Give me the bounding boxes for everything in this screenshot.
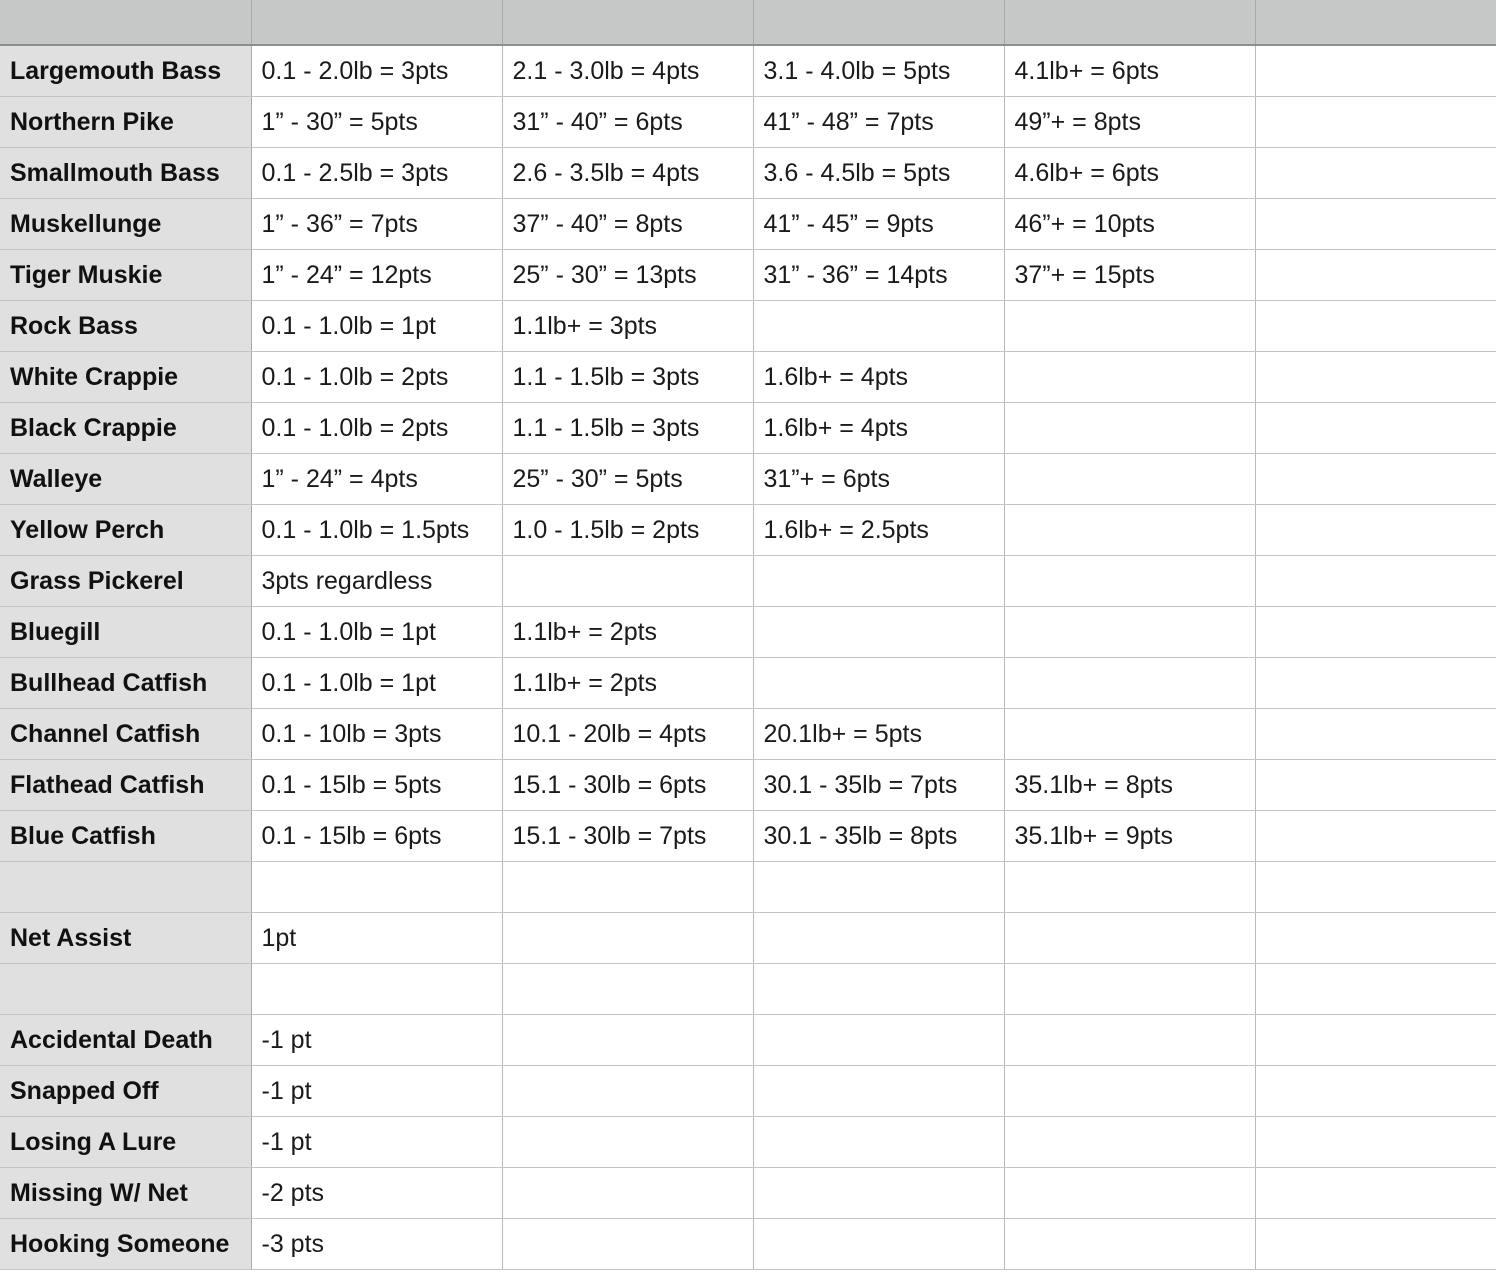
row-label-cell[interactable]: Black Crappie bbox=[0, 403, 251, 454]
table-cell[interactable]: 0.1 - 15lb = 5pts bbox=[251, 760, 502, 811]
row-label-cell[interactable]: Tiger Muskie bbox=[0, 250, 251, 301]
table-cell[interactable]: 35.1lb+ = 9pts bbox=[1004, 811, 1255, 862]
table-row bbox=[0, 556, 1496, 607]
column-header[interactable] bbox=[1004, 0, 1255, 45]
table-cell[interactable]: 37”+ = 15pts bbox=[1004, 250, 1255, 301]
table-cell[interactable]: 4.1lb+ = 6pts bbox=[1004, 45, 1255, 97]
table-cell[interactable]: 3.1 - 4.0lb = 5pts bbox=[753, 45, 1004, 97]
table-cell[interactable] bbox=[502, 1219, 753, 1270]
table-cell[interactable]: 31” - 40” = 6pts bbox=[502, 97, 753, 148]
table-cell[interactable]: 3pts regardless bbox=[251, 556, 502, 607]
table-cell[interactable] bbox=[251, 862, 502, 913]
table-row bbox=[0, 1168, 1496, 1219]
table-cell[interactable] bbox=[502, 964, 753, 1015]
table-cell[interactable]: -3 pts bbox=[251, 1219, 502, 1270]
row-label-cell[interactable]: Blue Catfish bbox=[0, 811, 251, 862]
table-cell[interactable]: 0.1 - 1.0lb = 1pt bbox=[251, 301, 502, 352]
column-header[interactable] bbox=[1255, 0, 1496, 45]
table-cell[interactable]: 0.1 - 15lb = 6pts bbox=[251, 811, 502, 862]
table-row bbox=[0, 658, 1496, 709]
table-cell[interactable] bbox=[502, 862, 753, 913]
table-row bbox=[0, 862, 1496, 913]
table-row bbox=[0, 1219, 1496, 1270]
table-cell[interactable] bbox=[1255, 250, 1496, 301]
row-label-cell[interactable]: Muskellunge bbox=[0, 199, 251, 250]
table-cell[interactable] bbox=[1255, 301, 1496, 352]
table-cell[interactable]: 1” - 24” = 4pts bbox=[251, 454, 502, 505]
table-cell[interactable]: 1.6lb+ = 2.5pts bbox=[753, 505, 1004, 556]
table-cell[interactable]: 41” - 48” = 7pts bbox=[753, 97, 1004, 148]
table-cell[interactable] bbox=[502, 1117, 753, 1168]
table-cell[interactable]: 0.1 - 1.0lb = 2pts bbox=[251, 352, 502, 403]
table-cell[interactable] bbox=[1255, 148, 1496, 199]
row-label-cell[interactable]: Grass Pickerel bbox=[0, 556, 251, 607]
table-cell[interactable] bbox=[1255, 1219, 1496, 1270]
table-cell[interactable] bbox=[1255, 1168, 1496, 1219]
table-cell[interactable] bbox=[1255, 811, 1496, 862]
row-label-cell[interactable]: Smallmouth Bass bbox=[0, 148, 251, 199]
table-row bbox=[0, 505, 1496, 556]
table-cell[interactable] bbox=[1004, 607, 1255, 658]
table-cell[interactable] bbox=[502, 1066, 753, 1117]
table-cell[interactable] bbox=[1255, 709, 1496, 760]
table-row bbox=[0, 403, 1496, 454]
table-cell[interactable] bbox=[502, 1015, 753, 1066]
table-cell[interactable]: 0.1 - 2.0lb = 3pts bbox=[251, 45, 502, 97]
table-cell[interactable] bbox=[753, 964, 1004, 1015]
table-cell[interactable]: 0.1 - 1.0lb = 2pts bbox=[251, 403, 502, 454]
table-row bbox=[0, 301, 1496, 352]
column-header[interactable] bbox=[502, 0, 753, 45]
row-label-cell[interactable]: Rock Bass bbox=[0, 301, 251, 352]
table-cell[interactable]: -1 pt bbox=[251, 1066, 502, 1117]
table-cell[interactable]: 25” - 30” = 13pts bbox=[502, 250, 753, 301]
row-label-cell[interactable]: Walleye bbox=[0, 454, 251, 505]
table-cell[interactable] bbox=[1004, 1066, 1255, 1117]
table-cell[interactable]: 46”+ = 10pts bbox=[1004, 199, 1255, 250]
table-cell[interactable]: 0.1 - 2.5lb = 3pts bbox=[251, 148, 502, 199]
table-cell[interactable] bbox=[1255, 1015, 1496, 1066]
row-label-cell[interactable]: White Crappie bbox=[0, 352, 251, 403]
row-label-cell[interactable] bbox=[0, 964, 251, 1015]
table-cell[interactable] bbox=[1004, 352, 1255, 403]
table-row bbox=[0, 913, 1496, 964]
table-cell[interactable] bbox=[1255, 556, 1496, 607]
table-cell[interactable] bbox=[753, 1168, 1004, 1219]
table-cell[interactable] bbox=[1004, 709, 1255, 760]
table-cell[interactable] bbox=[502, 1168, 753, 1219]
table-row bbox=[0, 760, 1496, 811]
table-row bbox=[0, 97, 1496, 148]
table-cell[interactable] bbox=[1004, 964, 1255, 1015]
table-cell[interactable]: 35.1lb+ = 8pts bbox=[1004, 760, 1255, 811]
table-cell[interactable]: 30.1 - 35lb = 7pts bbox=[753, 760, 1004, 811]
table-cell[interactable] bbox=[1255, 454, 1496, 505]
table-cell[interactable] bbox=[1255, 403, 1496, 454]
table-cell[interactable]: 0.1 - 1.0lb = 1pt bbox=[251, 658, 502, 709]
table-cell[interactable] bbox=[753, 607, 1004, 658]
table-cell[interactable] bbox=[1255, 658, 1496, 709]
table-cell[interactable] bbox=[502, 556, 753, 607]
row-label-cell[interactable]: Bullhead Catfish bbox=[0, 658, 251, 709]
table-cell[interactable] bbox=[502, 913, 753, 964]
table-cell[interactable] bbox=[753, 658, 1004, 709]
table-cell[interactable]: 15.1 - 30lb = 6pts bbox=[502, 760, 753, 811]
table-cell[interactable] bbox=[1255, 1066, 1496, 1117]
row-label-cell[interactable]: Net Assist bbox=[0, 913, 251, 964]
table-row bbox=[0, 148, 1496, 199]
table-cell[interactable] bbox=[251, 964, 502, 1015]
row-label-cell[interactable]: Northern Pike bbox=[0, 97, 251, 148]
row-label-cell[interactable]: Losing A Lure bbox=[0, 1117, 251, 1168]
table-cell[interactable] bbox=[1004, 556, 1255, 607]
table-cell[interactable] bbox=[1004, 1168, 1255, 1219]
table-cell[interactable]: -1 pt bbox=[251, 1015, 502, 1066]
row-label-cell[interactable]: Accidental Death bbox=[0, 1015, 251, 1066]
table-row bbox=[0, 250, 1496, 301]
table-cell[interactable]: 1.0 - 1.5lb = 2pts bbox=[502, 505, 753, 556]
table-row bbox=[0, 45, 1496, 97]
table-cell[interactable]: 10.1 - 20lb = 4pts bbox=[502, 709, 753, 760]
row-label-cell[interactable]: Snapped Off bbox=[0, 1066, 251, 1117]
table-cell[interactable]: 1pt bbox=[251, 913, 502, 964]
table-cell[interactable]: 1.1lb+ = 2pts bbox=[502, 607, 753, 658]
table-cell[interactable]: 15.1 - 30lb = 7pts bbox=[502, 811, 753, 862]
table-cell[interactable]: 0.1 - 1.0lb = 1pt bbox=[251, 607, 502, 658]
table-cell[interactable]: 49”+ = 8pts bbox=[1004, 97, 1255, 148]
table-cell[interactable]: 31” - 36” = 14pts bbox=[753, 250, 1004, 301]
table-cell[interactable] bbox=[753, 556, 1004, 607]
table-cell[interactable] bbox=[1004, 301, 1255, 352]
table-cell[interactable] bbox=[753, 1066, 1004, 1117]
table-cell[interactable] bbox=[1004, 1015, 1255, 1066]
table-cell[interactable] bbox=[1255, 607, 1496, 658]
row-label-cell[interactable]: Hooking Someone bbox=[0, 1219, 251, 1270]
table-cell[interactable]: 1.1 - 1.5lb = 3pts bbox=[502, 352, 753, 403]
table-cell[interactable] bbox=[1255, 97, 1496, 148]
table-body bbox=[0, 45, 1496, 1270]
table-row bbox=[0, 607, 1496, 658]
table-cell[interactable] bbox=[1255, 913, 1496, 964]
table-cell[interactable] bbox=[1004, 913, 1255, 964]
table-cell[interactable]: 0.1 - 1.0lb = 1.5pts bbox=[251, 505, 502, 556]
table-cell[interactable] bbox=[1004, 454, 1255, 505]
table-row bbox=[0, 454, 1496, 505]
table-cell[interactable] bbox=[753, 862, 1004, 913]
column-header[interactable] bbox=[753, 0, 1004, 45]
table-cell[interactable]: 25” - 30” = 5pts bbox=[502, 454, 753, 505]
table-cell[interactable] bbox=[1255, 199, 1496, 250]
table-row bbox=[0, 199, 1496, 250]
table-row bbox=[0, 709, 1496, 760]
table-cell[interactable]: 0.1 - 10lb = 3pts bbox=[251, 709, 502, 760]
table-cell[interactable] bbox=[1255, 352, 1496, 403]
row-label-cell[interactable] bbox=[0, 862, 251, 913]
table-cell[interactable] bbox=[753, 1219, 1004, 1270]
table-cell[interactable]: 1.1lb+ = 3pts bbox=[502, 301, 753, 352]
table-cell[interactable]: 2.1 - 3.0lb = 4pts bbox=[502, 45, 753, 97]
column-header[interactable] bbox=[0, 0, 251, 45]
table-cell[interactable]: 1” - 24” = 12pts bbox=[251, 250, 502, 301]
table-cell[interactable] bbox=[1255, 964, 1496, 1015]
header-row bbox=[0, 0, 1496, 45]
table-cell[interactable]: -1 pt bbox=[251, 1117, 502, 1168]
row-label-cell[interactable]: Flathead Catfish bbox=[0, 760, 251, 811]
table-cell[interactable]: 2.6 - 3.5lb = 4pts bbox=[502, 148, 753, 199]
table-cell[interactable]: 20.1lb+ = 5pts bbox=[753, 709, 1004, 760]
table-cell[interactable]: 3.6 - 4.5lb = 5pts bbox=[753, 148, 1004, 199]
row-label-cell[interactable]: Channel Catfish bbox=[0, 709, 251, 760]
table-cell[interactable] bbox=[753, 1117, 1004, 1168]
table-cell[interactable]: 1” - 36” = 7pts bbox=[251, 199, 502, 250]
table-cell[interactable]: 1” - 30” = 5pts bbox=[251, 97, 502, 148]
row-label-cell[interactable]: Missing W/ Net bbox=[0, 1168, 251, 1219]
table-cell[interactable] bbox=[1255, 760, 1496, 811]
table-row bbox=[0, 811, 1496, 862]
table-cell[interactable]: 1.1 - 1.5lb = 3pts bbox=[502, 403, 753, 454]
row-label-cell[interactable]: Yellow Perch bbox=[0, 505, 251, 556]
table-cell[interactable] bbox=[1255, 505, 1496, 556]
table-cell[interactable]: 1.6lb+ = 4pts bbox=[753, 352, 1004, 403]
table-row bbox=[0, 1117, 1496, 1168]
row-label-cell[interactable]: Largemouth Bass bbox=[0, 45, 251, 97]
table-cell[interactable]: 1.6lb+ = 4pts bbox=[753, 403, 1004, 454]
table-cell[interactable]: 30.1 - 35lb = 8pts bbox=[753, 811, 1004, 862]
table-cell[interactable]: -2 pts bbox=[251, 1168, 502, 1219]
table-cell[interactable] bbox=[753, 913, 1004, 964]
column-header[interactable] bbox=[251, 0, 502, 45]
table-row bbox=[0, 1066, 1496, 1117]
table-row bbox=[0, 1015, 1496, 1066]
row-label-cell[interactable]: Bluegill bbox=[0, 607, 251, 658]
table-cell[interactable] bbox=[1004, 1117, 1255, 1168]
table-cell[interactable] bbox=[753, 301, 1004, 352]
table-cell[interactable]: 37” - 40” = 8pts bbox=[502, 199, 753, 250]
table-cell[interactable]: 41” - 45” = 9pts bbox=[753, 199, 1004, 250]
table-cell[interactable] bbox=[1004, 505, 1255, 556]
table-cell[interactable] bbox=[1004, 658, 1255, 709]
table-cell[interactable]: 31”+ = 6pts bbox=[753, 454, 1004, 505]
table-cell[interactable] bbox=[1255, 1117, 1496, 1168]
table-cell[interactable] bbox=[753, 1015, 1004, 1066]
table-cell[interactable] bbox=[1004, 403, 1255, 454]
table-cell[interactable]: 4.6lb+ = 6pts bbox=[1004, 148, 1255, 199]
table-cell[interactable] bbox=[1004, 862, 1255, 913]
table-row bbox=[0, 352, 1496, 403]
table-row bbox=[0, 964, 1496, 1015]
table-cell[interactable] bbox=[1004, 1219, 1255, 1270]
table-cell[interactable] bbox=[1255, 45, 1496, 97]
table-cell[interactable] bbox=[1255, 862, 1496, 913]
table-cell[interactable]: 1.1lb+ = 2pts bbox=[502, 658, 753, 709]
